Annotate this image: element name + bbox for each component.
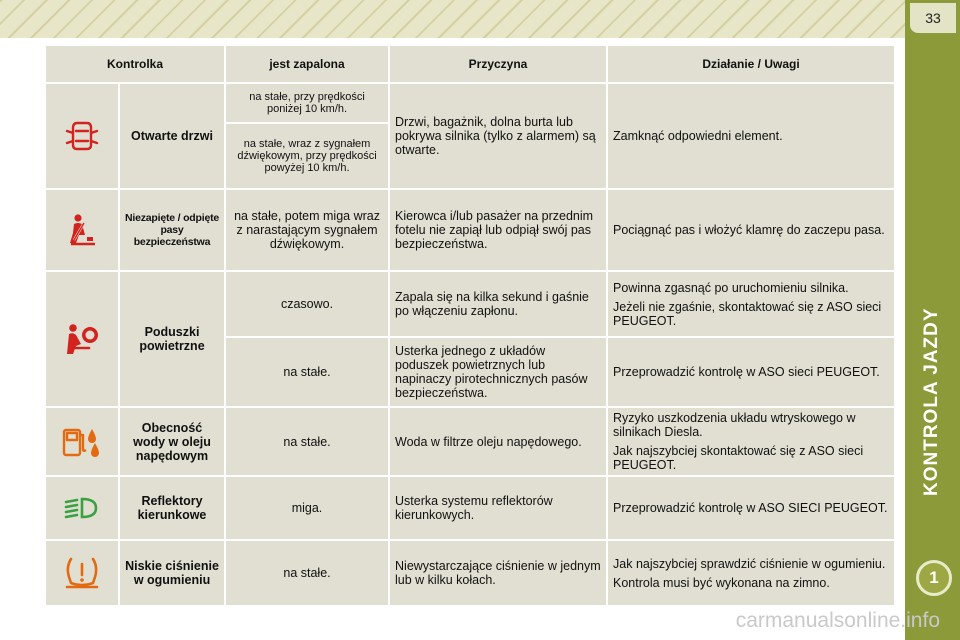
icon-cell — [46, 541, 118, 605]
action-cell — [608, 338, 894, 406]
tyre-pressure-icon — [63, 565, 101, 579]
watermark: carmanualsonline.info — [735, 609, 940, 632]
indicator-name: Poduszki powietrzne — [120, 272, 224, 406]
action-text: Przeprowadzić kontrolę w ASO sieci PEUGEOT. — [613, 365, 880, 379]
action-cell — [608, 408, 894, 475]
action-text: Powinna zgasnąć po uruchomieniu silnika. — [613, 280, 849, 295]
warning-lights-table — [44, 44, 896, 607]
action-cell — [608, 272, 894, 336]
header-action: Działanie / Uwagi — [608, 46, 894, 82]
top-decorative-band — [0, 0, 905, 38]
chapter-badge: 1 — [916, 560, 952, 596]
cause-cell: Usterka systemu reflektorów kierunkowych. — [390, 477, 606, 539]
lit-condition: na stałe. — [226, 408, 388, 475]
table-row — [46, 272, 894, 336]
lit-condition: na stałe. — [226, 541, 388, 605]
action-text: Przeprowadzić kontrolę w ASO SIECI PEUGEOT. — [613, 501, 888, 515]
lit-condition: na stałe, potem miga wraz z narastającym sygnałem dźwiękowym. — [226, 190, 388, 270]
action-text: Zamknąć odpowiedni element. — [613, 129, 783, 143]
icon-cell — [46, 272, 118, 406]
action-cell — [608, 477, 894, 539]
action-cell — [608, 190, 894, 270]
action-text: Jeżeli nie zgaśnie, skontaktować się z ASO sieci PEUGEOT. — [613, 299, 882, 328]
lit-condition: na stałe, przy prędkości poniżej 10 km/h. — [226, 84, 388, 122]
action-text: Jak najszybciej sprawdzić ciśnienie w ogumieniu. — [613, 556, 886, 571]
cause-cell: Usterka jednego z układów poduszek powietrznych lub napinaczy pirotechnicznych pasów bezpieczeństwa. — [390, 338, 606, 406]
cause-cell: Kierowca i/lub pasażer na przednim fotelu nie zapiął lub odpiął swój pas bezpieczeństwa. — [390, 190, 606, 270]
icon-cell — [46, 408, 118, 475]
cause-cell: Drzwi, bagażnik, dolna burta lub pokrywa silnika (tylko z alarmem) są otwarte. — [390, 84, 606, 188]
action-text: Kontrola musi być wykonana na zimno. — [613, 575, 830, 590]
lit-condition: czasowo. — [226, 272, 388, 336]
page-number: 33 — [910, 3, 956, 33]
table-row — [46, 541, 894, 605]
table-row — [46, 477, 894, 539]
indicator-name: Niskie ciśnienie w ogumieniu — [120, 541, 224, 605]
header-indicator: Kontrolka — [46, 46, 224, 82]
section-title: KONTROLA JAZDY — [921, 307, 942, 496]
icon-cell — [46, 84, 118, 188]
header-cause: Przyczyna — [390, 46, 606, 82]
cause-cell: Niewystarczające ciśnienie w jednym lub w kilku kołach. — [390, 541, 606, 605]
lit-condition: miga. — [226, 477, 388, 539]
directional-headlamp-icon — [62, 500, 102, 514]
icon-cell — [46, 190, 118, 270]
indicator-name: Otwarte drzwi — [120, 84, 224, 188]
indicator-name: Niezapięte / odpięte pasy bezpieczeństwa — [120, 190, 224, 270]
table-row — [46, 190, 894, 270]
indicator-name: Reflektory kierunkowe — [120, 477, 224, 539]
water-in-fuel-icon — [61, 434, 103, 448]
icon-cell — [46, 477, 118, 539]
airbag-icon — [64, 331, 100, 345]
open-door-icon — [65, 128, 99, 142]
seatbelt-icon — [65, 222, 99, 236]
lit-condition: na stałe, wraz z sygnałem dźwiękowym, przy prędkości powyżej 10 km/h. — [226, 124, 388, 188]
table-row — [46, 408, 894, 475]
cause-cell: Woda w filtrze oleju napędowego. — [390, 408, 606, 475]
action-cell — [608, 541, 894, 605]
table-row — [46, 84, 894, 122]
cause-cell: Zapala się na kilka sekund i gaśnie po włączeniu zapłonu. — [390, 272, 606, 336]
action-text: Jak najszybciej skontaktować się z ASO sieci PEUGEOT. — [613, 444, 864, 472]
action-text: Ryzyko uszkodzenia układu wtryskowego w silnikach Diesla. — [613, 411, 856, 439]
header-lit: jest zapalona — [226, 46, 388, 82]
indicator-name: Obecność wody w oleju napędowym — [120, 408, 224, 475]
table-header-row — [46, 46, 894, 82]
action-cell — [608, 84, 894, 188]
lit-condition: na stałe. — [226, 338, 388, 406]
action-text: Pociągnąć pas i włożyć klamrę do zaczepu pasa. — [613, 223, 885, 237]
